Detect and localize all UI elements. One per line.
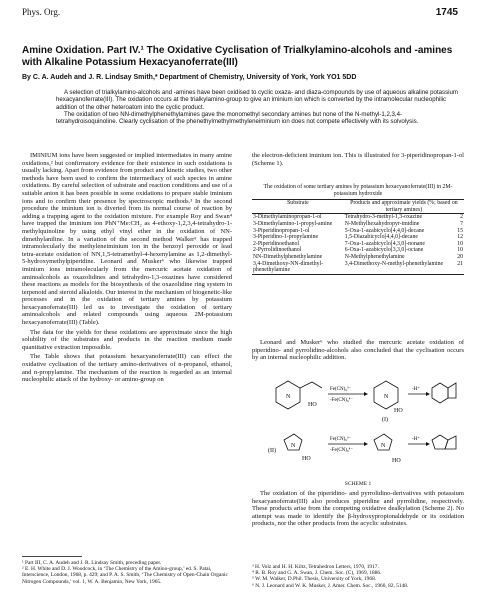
table-row [252,234,464,241]
table-header-row [252,200,464,214]
table-row [252,254,464,261]
left-column [22,152,232,386]
body-paragraph-3: The Table shows that potassium hexacyanoferrate(III) can effect the oxidative cyclisation of the tertiary amino-derivatives of n-propanol, ethanol, and n-propylamine. The mechanism of the reaction is regarded as an internal nucleophilic attack of the hydroxy- or amino-group on [22,353,232,384]
col-products: Products and approximate yields (%; based on tertiary amines) [350,200,458,213]
table-grid [252,199,464,275]
scheme-arrowhead-2 [426,392,430,396]
article-title: Amine Oxidation. Part IV.¹ The Oxidative Cyclisation of Trialkylamino-alcohols and -amines with Alkaline Potassium Hexacyanoferrate(III) [22,45,453,68]
journal-section: Phys. Org. [22,7,61,17]
scheme-arrowhead-4 [426,442,430,446]
scheme-arrowhead-1 [364,392,368,396]
abstract-paragraph-2: The oxidation of two NN-dimethylphenethylamines gave the monomethyl secondary amines but none of the N-methyl-1,2,3,4-tetrahydroisoquinoline. Clearly cyclisation of the phenethylmethylmethyleneiminium ion does not compete effectively with its solvolysis. [56,110,419,126]
scheme-minus-h-1: -H⁺ [412,387,420,392]
cell-yield: 10 [457,247,463,254]
article-authors: By C. A. Audeh and J. R. Lindsay Smith,* Department of Chemistry, University of York, York YO1 5DD [22,74,357,81]
scheme-reagent-4: -Fe(CN)₆⁴⁻ [330,448,354,453]
abstract-paragraph-1: A selection of trialkylamino-alcohols and -amines have been oxidised to cyclic oxaza- and diaza-compounds by use of aqueous alkaline potassium hexacyanoferrate(III). The oxidation occurs at the trialkylamino-group to give an iminium ion which is converted by the intramolecular nucleophilic addition of the other heteroatom into the cyclic product. [56,89,458,111]
right-mid-text: Leonard and Musker⁶ who studied the mercuric acetate oxidation of piperidino- and pyrrolidino-alcohols also concluded that the cyclisation occurs by an internal nucleophilic addition. [252,339,464,362]
ring-n-pyrrolidine: N [291,443,296,449]
right-end-paragraph [252,490,464,530]
scheme-ho-1: HO [308,402,317,408]
right-column [252,152,464,169]
footnote-6: ⁶ N. J. Leonard and W. K. Musker, J. Amer. Chem. Soc., 1960, 82, 5148. [252,582,409,589]
cell-substrate: 3-Piperidino-1-propylamine [253,234,319,241]
right-mid-paragraph [252,339,464,364]
cell-substrate: 3-Dimethylamino-1-propyl-amine [253,220,333,227]
ring-n-iminium-2: N [381,443,386,449]
scheme-label-1: (I) [382,417,388,423]
cell-product: 7-Oxa-1-azabicyclo[4,3,0]-nonane [344,240,425,247]
footnotes-right [252,564,464,589]
scheme-caption: SCHEME 1 [344,481,372,487]
table-row [252,221,464,228]
cell-product: 6-Oxa-1-azabicyclo[3,3,0]-octane [344,247,424,254]
scheme-reagent-3: Fe(CN)₆³⁻ [330,437,352,442]
ring-n-iminium: N [384,394,389,400]
table-row [252,261,464,275]
table-row [252,247,464,254]
bicyclic-product-1 [432,383,456,403]
footnotes-left [22,560,232,585]
right-intro: the electron-deficient iminium ion. This is illustrated for 3-piperidinopropan-1-ol (Scheme 1). [252,152,464,167]
chain-start [300,382,322,388]
cell-yield: 10 [457,240,463,247]
cell-yield: 12 [457,234,463,241]
scheme-reagent-1: Fe(CN)₆³⁻ [330,387,352,392]
cell-yield: 20 [457,253,463,260]
cell-product: N-Methylphenethylamine [344,253,405,260]
right-end-text: The oxidation of the piperidino- and pyrrolidino-derivatives with potassium hexacyanoferrate(III) also produces piperidine and pyrrolidine, respectively. These products arise from the competing oxidative dealkylation (Scheme 2). No attempt was made to identify the β-hydroxypropionaldehyde or its oxidation products, nor the other products from the acyclic substrates. [252,490,464,528]
col-substrate: Substrate [287,200,309,207]
footnote-rule [22,556,82,557]
scheme-ho-4: HO [392,458,401,464]
ring-n-start: N [286,394,291,400]
cell-substrate: 2-Pyrrolidinoethanol [253,247,302,254]
cell-product: Tetrahydro-3-methyl-1,3-oxazine [344,214,423,221]
cell-product: 5-Oxa-1-azabicyclo[4,4,0]-decane [344,227,425,234]
cell-substrate: 3,4-Dimethoxy-NN-dimethyl-phenethylamine [253,260,324,274]
cell-yield: 2 [460,214,463,221]
footnote-3: ³ H. Volz and H. H. Kiltz, Tetrahedron Letters, 1970, 1917. [252,564,379,570]
scheme-1-diagram [268,376,458,480]
cell-substrate: NN-Dimethylphenethylamine [253,253,323,260]
scheme-ho-3: HO [302,456,311,462]
scheme-minus-h-2: -H⁺ [412,437,420,442]
table-caption: The oxidation of some tertiary amines by potassium hexacyanoferrate(III) in 2M-potassium hydroxide [263,184,453,197]
cell-substrate: 3-Piperidinopropan-1-ol [253,227,310,234]
table-row [252,228,464,235]
cell-product: 1,5-Diazabicyclo[4,4,0]-decane [344,234,418,241]
bicyclic-product-2 [432,435,456,449]
scheme-ho-2: HO [394,408,403,414]
page-number: 1745 [435,7,458,18]
body-paragraph-1: IMINIUM ions have been suggested or implied intermediates in many amine oxidations,² but confirmatory evidence for their existence in such oxidations is usually lacking. Apart from evidence from product and kinetic studies, two other methods have been used to confirm the intermediacy of such species in amine oxidations. By careful selection of substrate and reaction conditions and use of a suitable anion it has been possible in some oxidations to prepare stable iminium ions and to confirm their presence by spectroscopic methods.³ In the second procedure the iminium ion is diverted from its normal course of reaction by adding a trapping agent to the oxidation mixture. For example Roy and Swan⁴ have trapped the iminium ion PhN⁺Me:CH₂ as 4-ethoxy-1,2,3,4-tetrahydro-1-methylquinoline by using ethyl vinyl ether in the oxidation of NN-dimethylaniline. In a variation of the second method Walker⁵ has trapped intramolecularly the methyleneiminium ion in the benzoyl peroxide or lead tetra-acetate oxidation of NN,1,5-tetramethyl-4-hexenylamine as 1,2-dimethyl-5-hydroxymethylpiperidine. Leonard and Musker⁶ who likewise trapped iminium ions intramolecularly from the mercuric acetate oxidation of aminoalcohols as oxazolidines and tetrahydro-1,3-oxazines have considered these reactions as models for the biosynthesis of the oxazolidine ring system in terpenoid and steroid alkaloids. Our interest in the mechanism of biogenetic-like processes and in the oxidation of tertiary amines by potassium hexacyanoferrate(III) led us to investigate the oxidation of tertiary aminoalcohols and related compounds using aqueous 2M-potassium hexacyanoferrate(III) (Table). [22,152,232,327]
cell-yield: 7 [460,220,463,227]
footnote-5: ⁵ W. M. Walker, D.Phil. Thesis, University of York, 1968. [252,576,377,583]
scheme-reagent-2: -Fe(CN)₆⁴⁻ [330,398,354,403]
cell-product: 3,4-Dimethoxy-N-methyl-phenethylamine [344,260,444,267]
results-table [252,184,464,275]
cell-yield: 21 [457,260,463,267]
table-row [252,214,464,221]
scheme-arrowhead-3 [364,442,368,446]
footnote-2: ² E. H. White and D. J. Woodcock, in ‘The Chemistry of the Amino-group,’ ed. S. Patai, Interscience, London, 1968, p. 429; and P. A. S. Smith, ‘The Chemistry of Open-Chain Organic Nitrogen Compounds,’ vol. 1, W. A. Benjamin, New York, 1965. [22,566,228,585]
cell-substrate: 3-Dimethylaminopropan-1-ol [253,214,322,221]
table-row [252,241,464,248]
cell-substrate: 2-Piperidinoethanol [253,240,300,247]
abstract [56,89,460,125]
cell-yield: 15 [457,227,463,234]
body-paragraph-2: The data for the yields for these oxidations are approximate since the high solubility of the substrates and products in the reaction medium made quantitative extraction impossible. [22,328,232,351]
cell-product: N-Methylhexahydropyr-imidine [344,220,420,227]
scheme-label-2: (II) [268,448,276,454]
footnote-1: ¹ Part III, C. A. Audeh and J. R. Lindsay Smith, preceding paper. [22,560,162,566]
footnote-4: ⁴ R. B. Roy and G. A. Swan, J. Chem. Soc. (C), 1969, 1886. [252,570,382,577]
